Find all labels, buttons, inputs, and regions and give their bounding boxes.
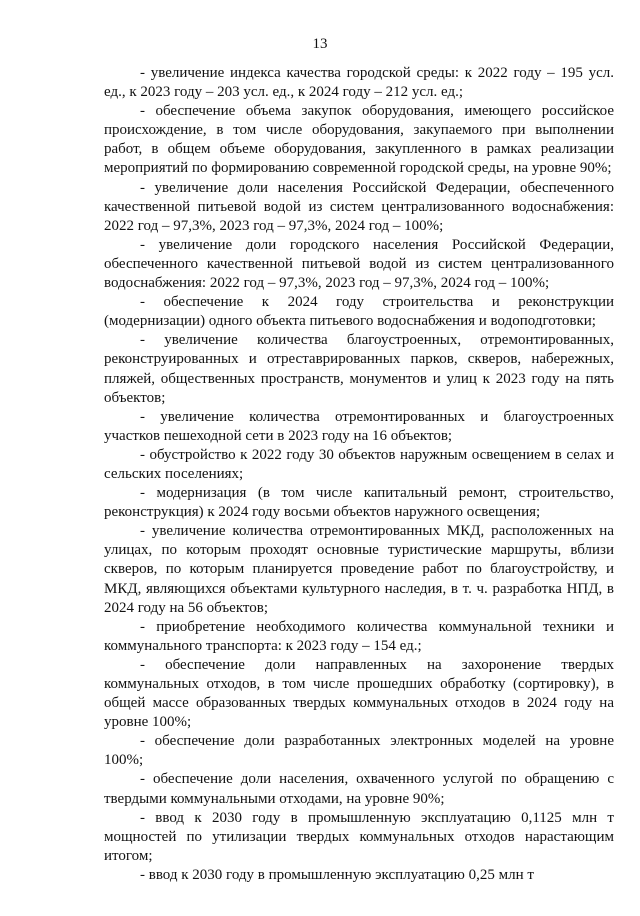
list-item: - увеличение количества отремонтированных и благоустроенных участков пешеходной сети в 2023 году на 16 объектов; (104, 408, 614, 444)
list-item: - увеличение индекса качества городской среды: к 2022 году – 195 усл. ед., к 2023 году – 203 усл. ед., к 2024 году – 212 усл. ед.; (104, 65, 614, 101)
list-item: - ввод к 2030 году в промышленную эксплуатацию 0,25 млн т (140, 866, 534, 883)
list-item: - обеспечение доли направленных на захоронение твердых коммунальных отходов, в том числе прошедших обработку (сортировку), в общей массе образованных твердых коммунальных отходов в 2024 году на уровне 100%; (104, 656, 614, 731)
list-item: - увеличение доли городского населения Российской Федерации, обеспеченного качественной питьевой водой из систем централизованного водоснабжения: 2022 год – 97,3%, 2023 год – 97,3%, 2024 год – 100%; (104, 236, 614, 292)
list-item: - обеспечение доли населения, охваченного услугой по обращению с твердыми коммунальными отходами, на уровне 90%; (104, 771, 614, 807)
page-number: 13 (312, 36, 328, 52)
list-item: - приобретение необходимого количества коммунальной техники и коммунального транспорта: к 2023 году – 154 ед.; (104, 618, 614, 654)
list-item: - увеличение количества отремонтированных МКД, расположенных на улицах, по которым проходят основные туристические маршруты, вблизи скверов, по которым планируется проведение работ по благоустройству, и МКД, являющихся объектами культурного наследия, в т. ч. разработка НПД, в 2024 году на 56 объектов; (104, 523, 614, 616)
list-item: - увеличение доли населения Российской Федерации, обеспеченного качественной питьевой водой из систем централизованного водоснабжения: 2022 год – 97,3%, 2023 год – 97,3%, 2024 год – 100%; (104, 179, 614, 234)
list-item: - обеспечение доли разработанных электронных моделей на уровне 100%; (104, 733, 614, 769)
document-body (104, 64, 614, 885)
list-item: - ввод к 2030 году в промышленную эксплуатацию 0,1125 млн т мощностей по утилизации твердых коммунальных отходов нарастающим итогом; (104, 809, 614, 864)
list-item: - увеличение количества благоустроенных, отремонтированных, реконструированных и отреставрированных парков, скверов, набережных, пляжей, общественных пространств, монументов и улиц к 2023 году на пять объектов; (104, 332, 614, 406)
list-item: - обустройство к 2022 году 30 объектов наружным освещением в селах и сельских поселениях; (104, 446, 614, 482)
list-item: - обеспечение объема закупок оборудования, имеющего российское происхождение, в том числе оборудования, закупаемого при выполнении работ, в общем объеме оборудования, закупленного в рамках реализации мероприятий по формированию современной городской среды, на уровне 90%; (104, 103, 614, 177)
list-item: - обеспечение к 2024 году строительства и реконструкции (модернизации) одного объекта питьевого водоснабжения и водоподготовки; (104, 294, 614, 330)
list-item: - модернизация (в том числе капитальный ремонт, строительство, реконструкция) к 2024 году восьми объектов наружного освещения; (104, 485, 614, 521)
